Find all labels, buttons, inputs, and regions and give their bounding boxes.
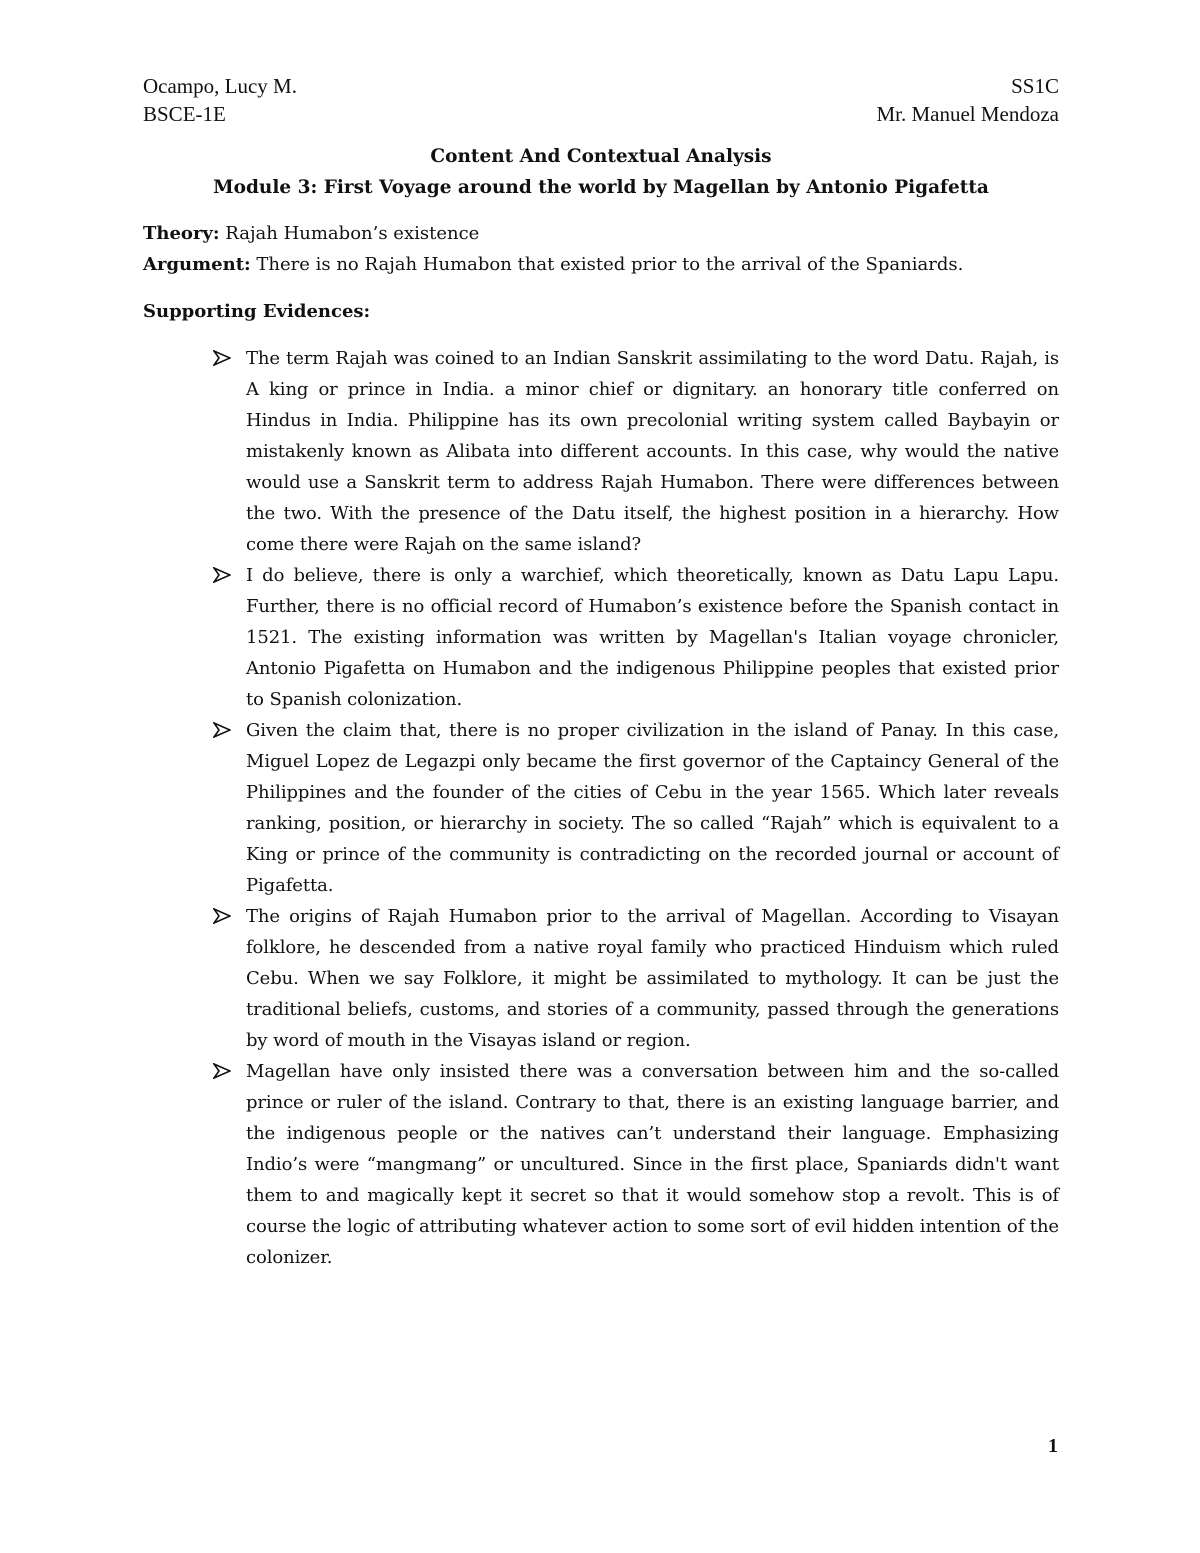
theory-text: Rajah Humabon’s existence (219, 223, 480, 244)
theory-line (143, 219, 1059, 249)
argument-line (143, 250, 1059, 280)
evidence-text: The term Rajah was coined to an Indian Sanskrit assimilating to the word Datu. Rajah, is A king or prince in India. a minor chief or dignitary. an honorary title conferred on Hindus in India. Philippine has its own precolonial writing system called Baybayin or mistakenly known as Alibata into different accounts. In this case, why would the native would use a Sanskrit term to address Rajah Humabon. There were differences between the two. With the presence of the Datu itself, the highest position in a hierarchy. How come there were Rajah on the same island? (246, 348, 1059, 555)
document-subtitle: Module 3: First Voyage around the world by Magellan by Antonio Pigafetta (213, 177, 989, 198)
arrow-bullet-icon (213, 901, 235, 932)
arrow-bullet-icon (213, 560, 235, 591)
evidence-item (213, 901, 1059, 1056)
evidence-text: I do believe, there is only a warchief, which theoretically, known as Datu Lapu Lapu. Further, there is no official record of Humabon’s existence before the Spanish contact in 1521. The existing information was written by Magellan's Italian voyage chronicler, Antonio Pigafetta on Humabon and the indigenous Philippine peoples that existed prior to Spanish colonization. (246, 565, 1059, 710)
instructor-name: Mr. Manuel Mendoza (876, 102, 1059, 126)
evidence-list (213, 343, 1059, 1273)
supporting-evidences-heading: Supporting Evidences: (143, 301, 371, 322)
evidence-text: Given the claim that, there is no proper civilization in the island of Panay. In this case, Miguel Lopez de Legazpi only became the first governor of the Captaincy General of the Philippines and the founder of the cities of Cebu in the year 1565. Which later reveals ranking, position, or hierarchy in society. The so called “Rajah” which is equivalent to a King or prince of the community is contradicting on the recorded journal or account of Pigafetta. (246, 720, 1059, 896)
theory-label: Theory: (143, 223, 220, 244)
header-row-2 (143, 100, 1059, 128)
arrow-bullet-icon (213, 715, 235, 746)
header-row-1 (143, 72, 1059, 100)
argument-label: Argument: (143, 254, 251, 275)
evidence-item (213, 560, 1059, 715)
arrow-bullet-icon (213, 343, 235, 374)
evidence-item (213, 343, 1059, 560)
evidence-item (213, 715, 1059, 901)
author-name: Ocampo, Lucy M. (143, 74, 297, 98)
section-code: BSCE-1E (143, 102, 226, 126)
document-title: Content And Contextual Analysis (430, 146, 772, 167)
evidence-text: The origins of Rajah Humabon prior to the arrival of Magellan. According to Visayan folklore, he descended from a native royal family who practiced Hinduism which ruled Cebu. When we say Folklore, it might be assimilated to mythology. It can be just the traditional beliefs, customs, and stories of a community, passed through the generations by word of mouth in the Visayas island or region. (246, 906, 1059, 1051)
page-number: 1 (1048, 1435, 1058, 1457)
arrow-bullet-icon (213, 1056, 235, 1087)
evidence-item (213, 1056, 1059, 1273)
evidence-text: Magellan have only insisted there was a conversation between him and the so-called prince or ruler of the island. Contrary to that, there is an existing language barrier, and the indigenous people or the natives can’t understand their language. Emphasizing Indio’s were “mangmang” or uncultured. Since in the first place, Spaniards didn't want them to and magically kept it secret so that it would somehow stop a revolt. This is of course the logic of attributing whatever action to some sort of evil hidden intention of the colonizer. (246, 1061, 1059, 1268)
course-code: SS1C (1011, 74, 1059, 98)
argument-text: There is no Rajah Humabon that existed prior to the arrival of the Spaniards. (250, 254, 964, 275)
